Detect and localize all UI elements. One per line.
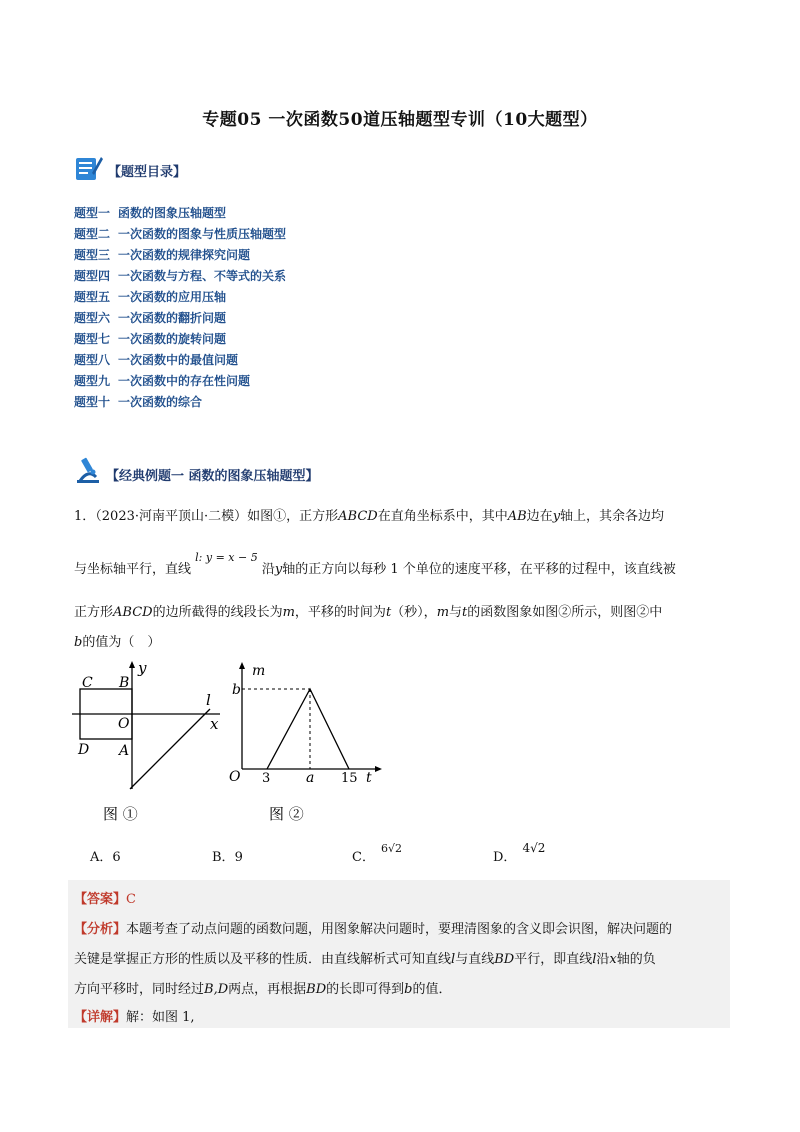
answer-block: [68, 880, 730, 1028]
option-b[interactable]: B．9: [212, 850, 243, 865]
detail-line: 【详解】解：如图 1,: [74, 1010, 195, 1025]
topic-item[interactable]: 题型十 一次函数的综合: [74, 395, 203, 409]
microscope-icon: [74, 455, 102, 485]
origin-label: O: [229, 769, 241, 785]
a-label: a: [306, 770, 315, 786]
topic-item[interactable]: 题型六 一次函数的翻折问题: [74, 311, 227, 325]
topic-item[interactable]: 题型四 一次函数与方程、不等式的关系: [74, 269, 287, 283]
topic-item[interactable]: 题型五 一次函数的应用压轴: [74, 290, 227, 304]
x-axis-label: x: [210, 715, 219, 733]
topic-item[interactable]: 题型二 一次函数的图象与性质压轴题型: [74, 227, 287, 241]
figure-1-diagram: [70, 657, 230, 827]
point-d-label: D: [78, 742, 90, 758]
question-line-3: 正方形ABCD的边所截得的线段长为m，平移的时间为t（秒），m与t的函数图象如图②所示，则图②中: [74, 605, 663, 620]
catalog-heading-label: 【题型目录】: [108, 165, 187, 180]
question-line-4: b的值为（ ）: [74, 635, 161, 650]
topic-item[interactable]: 题型七 一次函数的旋转问题: [74, 332, 227, 346]
page-title: 专题05 一次函数50道压轴题型专训（10大题型）: [202, 110, 598, 130]
t-axis-label: t: [366, 770, 372, 786]
topic-item[interactable]: 题型一 函数的图象压轴题型: [74, 206, 227, 220]
figure-2-graph: [222, 657, 382, 827]
answer-value: C: [126, 892, 136, 907]
line-l-label: l: [206, 691, 211, 709]
option-d[interactable]: D．4√2: [493, 841, 546, 865]
question-line-1: 1．（2023·河南平顶山·二模）如图①，正方形ABCD在直角坐标系中，其中AB边在y轴上，其余各边均: [74, 509, 665, 524]
option-c[interactable]: C．$^{6√2}$: [352, 842, 402, 865]
figure-1-caption: 图 ①: [103, 805, 138, 823]
point-a-label: A: [119, 743, 130, 759]
point-b-label: B: [119, 675, 130, 691]
option-a[interactable]: A．6: [90, 850, 121, 865]
y-axis-label: y: [138, 659, 147, 677]
notebook-pencil-icon: [74, 153, 104, 183]
topic-item[interactable]: 题型三 一次函数的规律探究问题: [74, 248, 251, 262]
analysis-line-3: 方向平移时，同时经过B,D两点，再根据BD的长即可得到b的值．: [74, 982, 452, 997]
origin-label: O: [118, 716, 130, 732]
figure-2-caption: 图 ②: [269, 805, 304, 823]
topic-item[interactable]: 题型八 一次函数中的最值问题: [74, 353, 239, 367]
point-c-label: C: [82, 675, 93, 691]
example-heading-label: 【经典例题一 函数的图象压轴题型】: [106, 469, 319, 484]
tick-15-label: 15: [341, 771, 358, 786]
answer-line: 【答案】C: [74, 892, 136, 907]
b-label: b: [232, 682, 241, 698]
question-line-2: 与坐标轴平行，直线 $^{l: y = x - 5}$ 沿y轴的正方向以每秒 1 个单位的速度平移，在平移的过程中，该直线被: [74, 551, 676, 577]
line-equation: l: y = x − 5: [195, 551, 258, 564]
analysis-line-1: 【分析】本题考查了动点问题的函数问题，用图象解决问题时，要理清图象的含义即会识图，解决问题的: [74, 922, 673, 937]
m-axis-label: m: [252, 663, 266, 679]
topic-list: [74, 203, 286, 413]
topic-item[interactable]: 题型九 一次函数中的存在性问题: [74, 374, 251, 388]
tick-3-label: 3: [262, 771, 271, 786]
analysis-line-2: 关键是掌握正方形的性质以及平移的性质．由直线解析式可知直线l与直线BD平行，即直线l沿x轴的负: [74, 952, 656, 967]
